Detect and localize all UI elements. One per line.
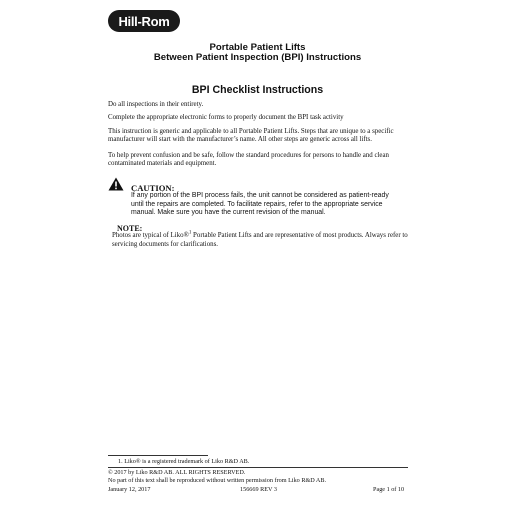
footer-doc-number: 156669 REV 3 bbox=[240, 486, 278, 493]
footnote: 1. Liko® is a registered trademark of Liko R&D AB. bbox=[118, 458, 250, 465]
footer-copyright: © 2017 by Liko R&D AB. ALL RIGHTS RESERVED. bbox=[108, 469, 246, 476]
document-title-line2: Between Patient Inspection (BPI) Instructions bbox=[153, 52, 362, 63]
footnote-divider bbox=[108, 455, 208, 456]
footnote-reference: 1 bbox=[188, 230, 192, 236]
note-text bbox=[112, 232, 412, 250]
caution-text: If any portion of the BPI process fails, the unit cannot be considered as patient-ready until the repairs are completed. To facilitate repairs, refer to the appropriate service manual. Make sure you have the current revision of the manual. bbox=[131, 192, 389, 217]
warning-triangle-icon bbox=[108, 177, 124, 191]
footer-page-number: Page 1 of 10 bbox=[373, 486, 405, 493]
paragraph-generic: This instruction is generic and applicable to all Portable Patient Lifts. Steps that are unique to a specific manufacturer will start with the manufacturer’s name. All other steps are generic across all lifts. bbox=[108, 128, 394, 144]
paragraph-safety: To help prevent confusion and be safe, follow the standard procedures for persons to handle and clean contaminated materials and equipment. bbox=[108, 152, 389, 168]
footer-date: January 12, 2017 bbox=[108, 486, 151, 493]
paragraph-forms: Complete the appropriate electronic forms to properly document the BPI task activity bbox=[108, 114, 344, 121]
paragraph-inspections: Do all inspections in their entirety. bbox=[108, 101, 204, 108]
section-heading: BPI Checklist Instructions bbox=[191, 84, 324, 96]
note-label: NOTE: bbox=[117, 224, 143, 233]
note-text-before: Photos are typical of Liko® bbox=[112, 232, 189, 239]
logo-text: Hill-Rom bbox=[118, 13, 170, 29]
footer-divider bbox=[108, 467, 408, 468]
footer-rights: No part of this text shall be reproduced without written permission from Liko R&D AB. bbox=[108, 477, 327, 484]
note-text-after: Portable Patient Lifts and are representative of most products. Always refer to servicing documents for clarifications. bbox=[112, 232, 408, 248]
document-title-line1: Portable Patient Lifts bbox=[209, 42, 306, 53]
hill-rom-logo bbox=[108, 10, 180, 32]
caution-label: CAUTION: bbox=[131, 183, 175, 193]
